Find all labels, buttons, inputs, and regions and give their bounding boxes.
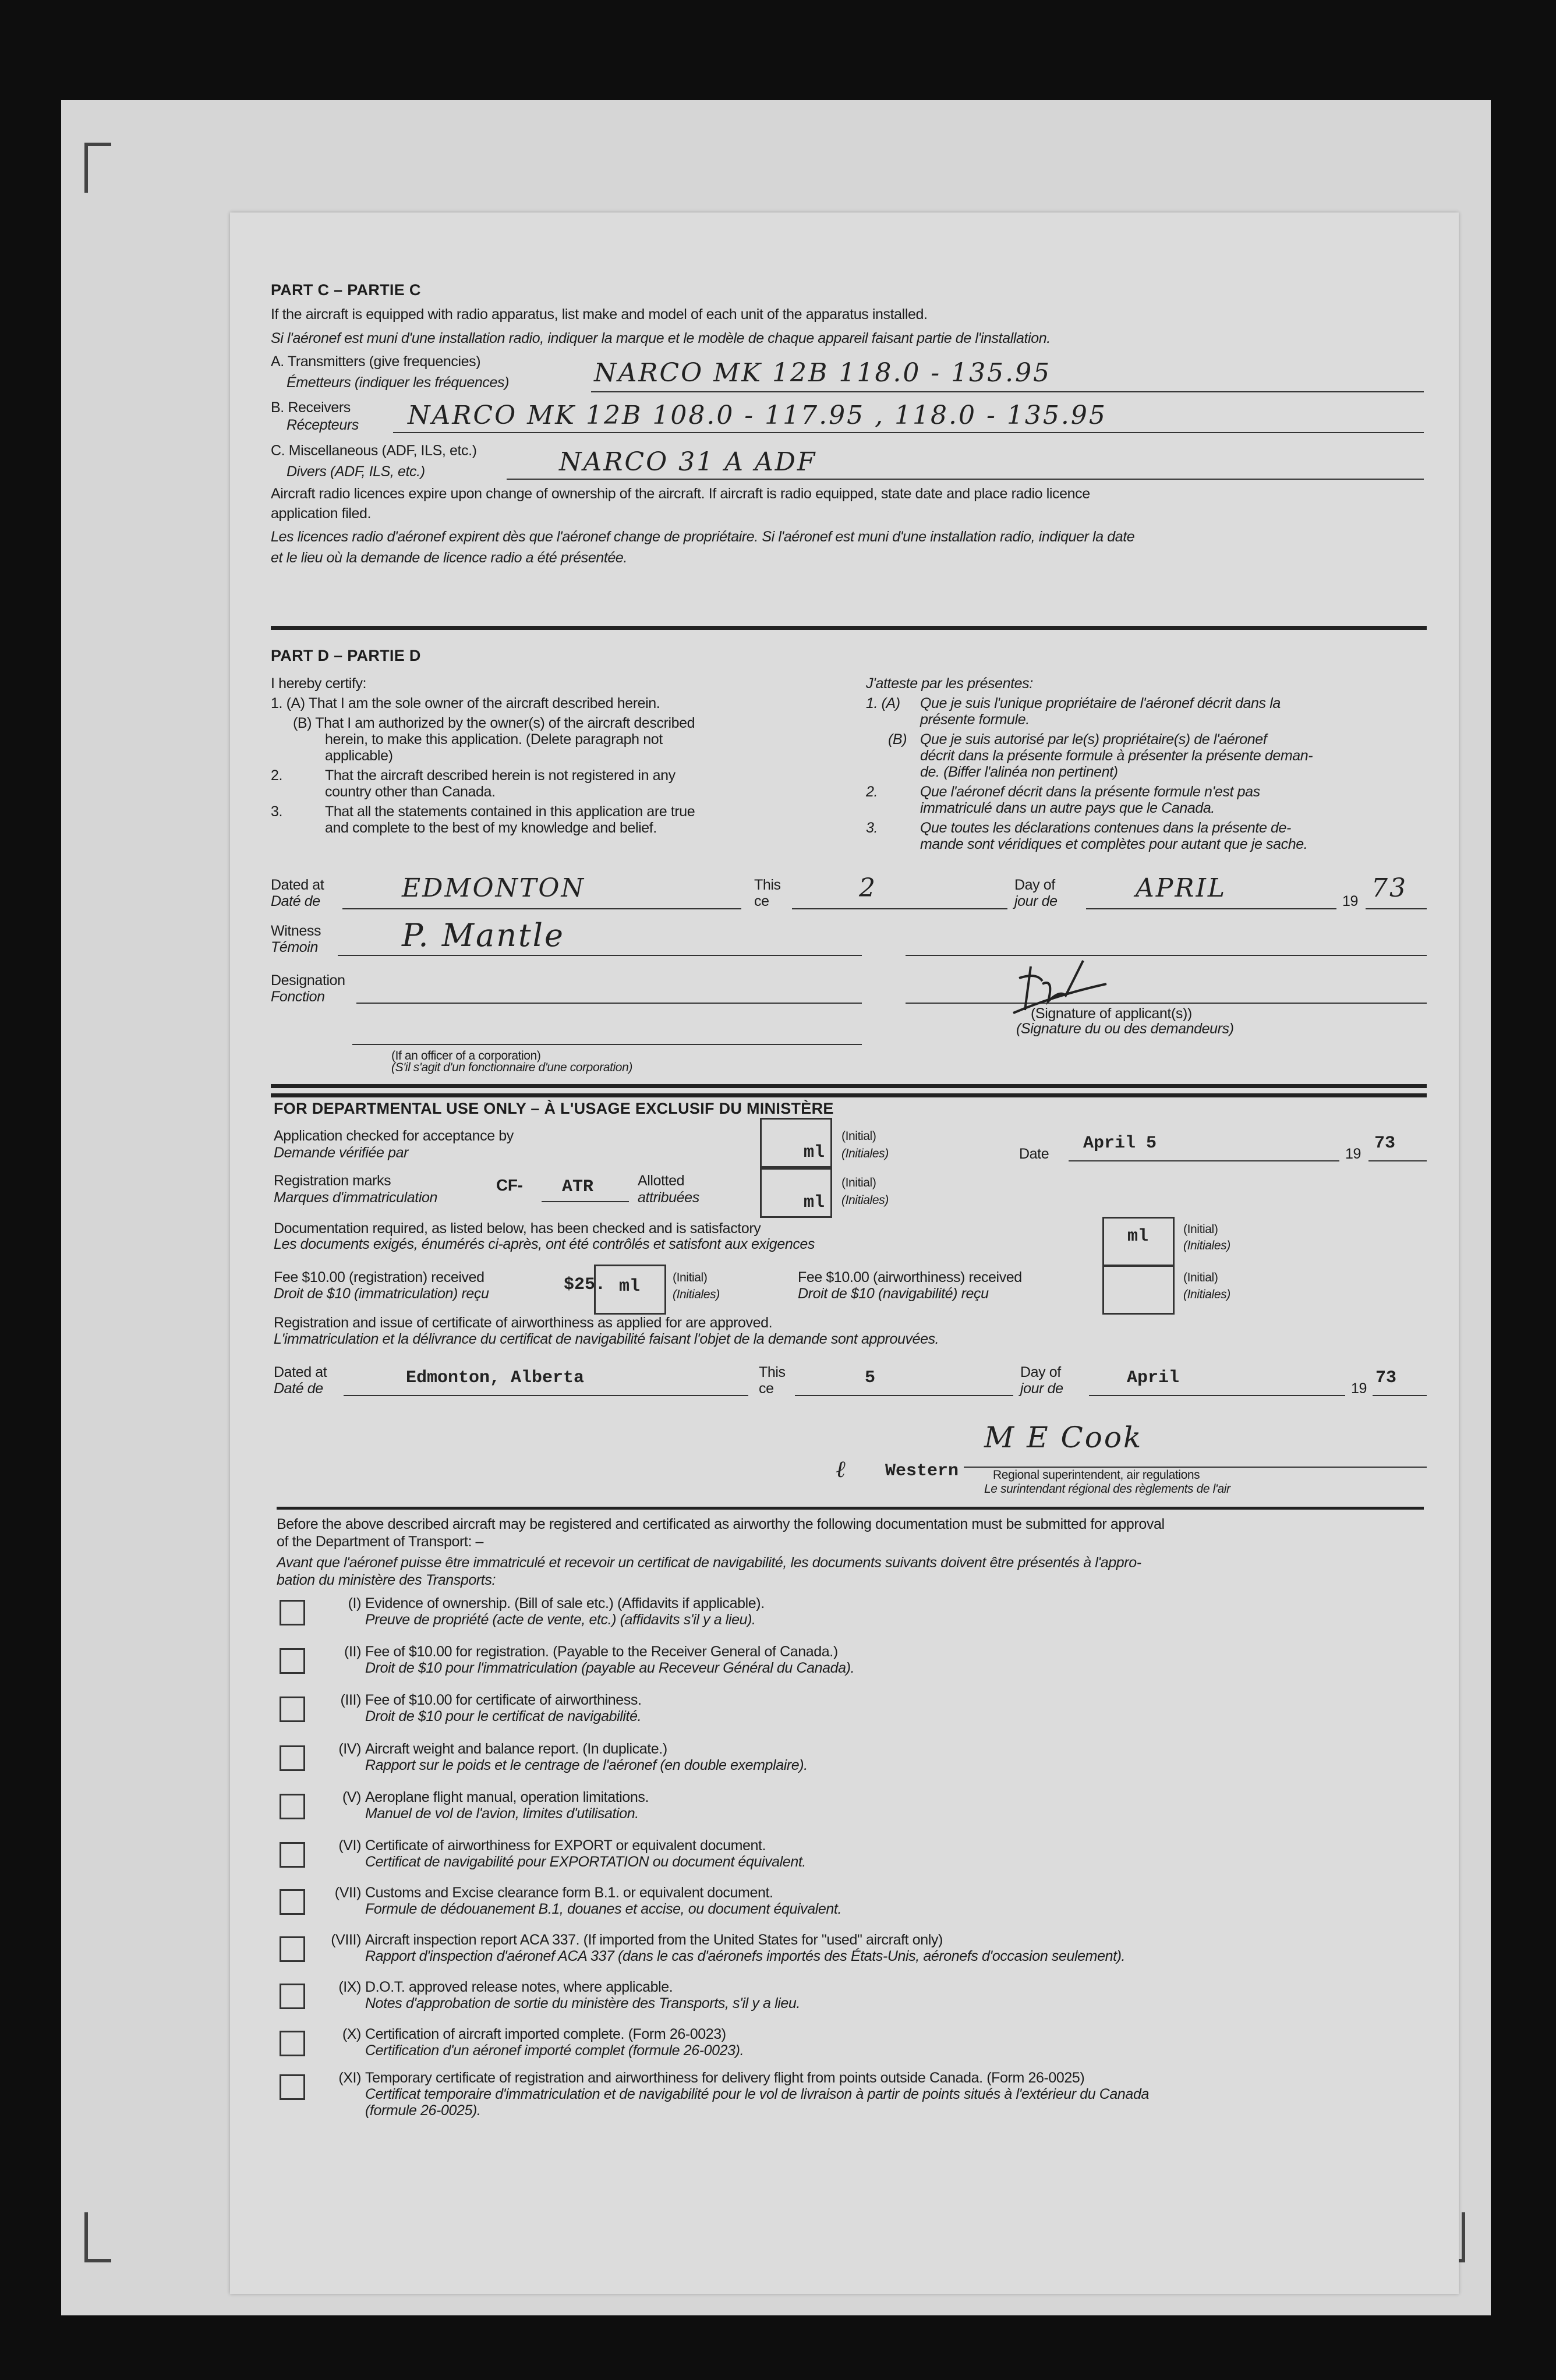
requirement-text-fr: Notes d'approbation de sortie du ministère des Transports, s'il y a lieu. <box>365 1995 800 2011</box>
section-divider <box>271 626 1427 630</box>
certify-2-fr: Que l'aéronef décrit dans la présente formule n'est pas <box>920 784 1260 800</box>
witness-signature[interactable]: P. Mantle <box>402 917 565 954</box>
requirement-text-en: Certification of aircraft imported complete. (Form 26-0023) <box>365 2026 726 2042</box>
requirement-text-en: Aircraft inspection report ACA 337. (If imported from the United States for "used" aircraft only) <box>365 1932 943 1948</box>
requirement-text-fr: Rapport d'inspection d'aéronef ACA 337 (dans le cas d'aéronefs importés des États-Unis, aéronefs d'occasion seulement). <box>365 1948 1126 1964</box>
requirement-text-fr-2: (formule 26-0025). <box>365 2102 481 2119</box>
requirement-text-en: D.O.T. approved release notes, where applicable. <box>365 1979 673 1995</box>
radio-note-fr-2: et le lieu où la demande de licence radio a été présentée. <box>271 550 627 566</box>
requirement-number: (XI) <box>338 2070 361 2086</box>
certify-1b-en-2: herein, to make this application. (Delete paragraph not <box>325 731 663 748</box>
initial-label: (Initial) <box>1183 1223 1218 1236</box>
dated-at-label-en: Dated at <box>274 1364 327 1380</box>
requirements-intro-en-2: of the Department of Transport: – <box>277 1533 484 1550</box>
requirement-text-fr: Manuel de vol de l'avion, limites d'utilisation. <box>365 1805 639 1822</box>
receivers-field[interactable]: NARCO MK 12B 108.0 - 117.95 , 118.0 - 135.95 <box>408 401 1107 430</box>
requirement-checkbox[interactable] <box>280 1794 305 1819</box>
requirement-text-en: Temporary certificate of registration and airworthiness for delivery flight from points outside Canada. (Form 26-0025) <box>365 2070 1085 2086</box>
this-label-en: This <box>754 877 781 893</box>
dated-at-label-fr: Daté de <box>274 1380 323 1397</box>
requirement-checkbox[interactable] <box>280 1984 305 2009</box>
requirement-text-en: Aircraft weight and balance report. (In duplicate.) <box>365 1741 667 1757</box>
day-of-label-fr: jour de <box>1020 1380 1063 1397</box>
this-label-en: This <box>759 1364 786 1380</box>
this-label-fr: ce <box>754 893 769 909</box>
requirement-number: (V) <box>342 1789 361 1805</box>
day-of-label-fr: jour de <box>1014 893 1058 909</box>
certify-fr <box>866 675 1313 852</box>
fee-airworthiness-label-fr: Droit de $10 (navigabilité) reçu <box>798 1285 989 1302</box>
date-label: Date <box>1019 1146 1049 1162</box>
requirement-text-fr: Certification d'un aéronef importé complet (formule 26-0023). <box>365 2042 744 2059</box>
fee-registration-initial-box[interactable] <box>594 1265 666 1315</box>
initial-mark: ℓ <box>836 1456 847 1483</box>
day-of-label-en: Day of <box>1014 877 1055 893</box>
signature-caption-en: (Signature of applicant(s)) <box>1031 1005 1192 1022</box>
certify-1b-fr: Que je suis autorisé par le(s) propriétaire(s) de l'aéronef <box>920 731 1267 748</box>
dated-at-field[interactable]: EDMONTON <box>402 873 585 903</box>
requirement-text-fr: Certificat temporaire d'immatriculation et de navigabilité pour le vol de livraison à partir de points situés à l'extérieur du Canada <box>365 2086 1149 2102</box>
documentation-initial-value: ml <box>1127 1227 1149 1246</box>
requirements-intro-fr-2: bation du ministère des Transports: <box>277 1572 496 1588</box>
date-field[interactable]: April 5 <box>1083 1134 1157 1153</box>
registration-marks-field[interactable]: ATR <box>562 1177 594 1197</box>
initial-label: (Initial) <box>841 1129 876 1143</box>
requirement-number: (VII) <box>334 1885 361 1901</box>
registration-prefix: CF- <box>496 1176 523 1194</box>
requirement-text-fr: Droit de $10 pour l'immatriculation (payable au Receveur Général du Canada). <box>365 1660 855 1676</box>
initiales-label: (Initiales) <box>841 1193 889 1207</box>
requirement-checkbox[interactable] <box>280 2074 305 2100</box>
signature-caption-fr: (Signature du ou des demandeurs) <box>1016 1021 1234 1037</box>
this-label-fr: ce <box>759 1380 774 1397</box>
part-c-title: PART C – PARTIE C <box>271 281 421 299</box>
witness-label-en: Witness <box>271 923 321 939</box>
requirement-checkbox[interactable] <box>280 1600 305 1625</box>
designation-label-fr: Fonction <box>271 989 325 1005</box>
dated-at-label-en: Dated at <box>271 877 324 893</box>
item-number: 1. (A) <box>271 695 305 711</box>
registration-initial-box[interactable] <box>760 1168 832 1218</box>
day-of-label-en: Day of <box>1020 1364 1061 1380</box>
requirement-text-fr: Rapport sur le poids et le centrage de l'aéronef (en double exemplaire). <box>365 1757 808 1773</box>
requirements-intro-en: Before the above described aircraft may be registered and certificated as airworthy the following documentation must be submitted for approval <box>277 1516 1165 1532</box>
initiales-label: (Initiales) <box>841 1147 889 1160</box>
approval-year-field[interactable]: 73 <box>1375 1368 1397 1388</box>
allotted-label-fr: attribuées <box>638 1189 699 1206</box>
requirement-checkbox[interactable] <box>280 2031 305 2056</box>
item-number: 2. <box>271 767 283 784</box>
certify-3-fr: Que toutes les déclarations contenues dans la présente de- <box>920 820 1291 836</box>
fee-registration-label-fr: Droit de $10 (immatriculation) reçu <box>274 1285 489 1302</box>
departmental-title: FOR DEPARTMENTAL USE ONLY – À L'USAGE EXCLUSIF DU MINISTÈRE <box>274 1100 834 1117</box>
date-year-field[interactable]: 73 <box>1374 1134 1396 1153</box>
designation-label-en: Designation <box>271 972 345 989</box>
item-number: 3. <box>866 820 878 836</box>
receivers-label-fr: Récepteurs <box>287 417 359 433</box>
approval-statement-en: Registration and issue of certificate of airworthiness as applied for are approved. <box>274 1315 773 1331</box>
fee-registration-initial-value: ml <box>619 1277 641 1297</box>
item-number: 3. <box>271 803 283 820</box>
item-number: 1. (A) <box>866 695 900 711</box>
crop-mark <box>84 2212 111 2262</box>
dated-at-label-fr: Daté de <box>271 893 320 909</box>
day-field[interactable]: 2 <box>859 873 877 903</box>
item-number: (B) <box>888 731 907 748</box>
documentation-initial-box[interactable] <box>1102 1217 1175 1267</box>
requirement-text-en: Fee of $10.00 for certificate of airworthiness. <box>365 1692 642 1708</box>
initiales-label: (Initiales) <box>673 1288 720 1301</box>
misc-label-en: C. Miscellaneous (ADF, ILS, etc.) <box>271 442 477 459</box>
part-d-title: PART D – PARTIE D <box>271 647 421 664</box>
certify-3-fr-2: mande sont véridiques et complètes pour autant que je sache. <box>920 836 1308 852</box>
initial-label: (Initial) <box>841 1176 876 1189</box>
transmitters-field[interactable]: NARCO MK 12B 118.0 - 135.95 <box>594 358 1052 388</box>
officer-note-fr: (S'il s'agit d'un fonctionnaire d'une corporation) <box>391 1061 632 1074</box>
requirement-text-en: Fee of $10.00 for registration. (Payable to the Receiver General of Canada.) <box>365 1644 838 1660</box>
certify-1a-en: That I am the sole owner of the aircraft described herein. <box>308 695 660 711</box>
misc-label-fr: Divers (ADF, ILS, etc.) <box>287 463 425 480</box>
certify-intro-en: I hereby certify: <box>271 675 367 692</box>
approval-statement-fr: L'immatriculation et la délivrance du certificat de navigabilité faisant l'objet de la demande sont approuvées. <box>274 1331 939 1347</box>
approval-month-field[interactable]: April <box>1127 1368 1180 1388</box>
misc-field[interactable]: NARCO 31 A ADF <box>559 447 817 477</box>
part-c-instruction-fr: Si l'aéronef est muni d'une installation radio, indiquer la marque et le modèle de chaque appareil faisant partie de l'installation. <box>271 330 1051 346</box>
requirements-intro-fr: Avant que l'aéronef puisse être immatriculé et recevoir un certificat de navigabilité, les documents suivants doivent être présentés à l'appro- <box>277 1554 1141 1571</box>
transmitters-label-en: A. Transmitters (give frequencies) <box>271 353 481 370</box>
checked-label-en: Application checked for acceptance by <box>274 1128 514 1144</box>
radio-note-en-1: Aircraft radio licences expire upon change of ownership of the aircraft. If aircraft is radio equipped, state date and place radio licence <box>271 486 1090 502</box>
officer-note-en: (If an officer of a corporation) <box>391 1049 541 1062</box>
certify-1b-en: That I am authorized by the owner(s) of the aircraft described <box>315 715 695 731</box>
fee-airworthiness-label-en: Fee $10.00 (airworthiness) received <box>798 1269 1022 1285</box>
requirement-number: (IV) <box>338 1741 361 1757</box>
initial-label: (Initial) <box>673 1271 708 1284</box>
part-c-instruction-en: If the aircraft is equipped with radio apparatus, list make and model of each unit of the apparatus installed. <box>271 306 928 323</box>
month-field[interactable]: APRIL <box>1136 873 1227 903</box>
initiales-label: (Initiales) <box>1183 1239 1230 1252</box>
requirement-number: (VIII) <box>331 1932 361 1948</box>
requirement-number: (X) <box>342 2026 361 2042</box>
requirement-checkbox[interactable] <box>280 1648 305 1674</box>
certify-en <box>271 675 695 836</box>
year-field[interactable]: 73 <box>1371 873 1408 903</box>
certify-3-en-2: and complete to the best of my knowledge and belief. <box>325 820 657 836</box>
fee-registration-amount: $25. <box>564 1275 606 1295</box>
registration-marks-label-en: Registration marks <box>274 1173 391 1189</box>
requirement-number: (II) <box>344 1644 361 1660</box>
certify-2-fr-2: immatriculé dans un autre pays que le Canada. <box>920 800 1215 816</box>
witness-label-fr: Témoin <box>271 939 318 955</box>
year-prefix: 19 <box>1345 1146 1362 1162</box>
requirement-checkbox[interactable] <box>280 1697 305 1722</box>
requirement-text-fr: Preuve de propriété (acte de vente, etc.) (affidavits s'il y a lieu). <box>365 1612 756 1628</box>
superintendent-title-fr: Le surintendant régional des règlements de l'air <box>984 1482 1230 1496</box>
item-number: (B) <box>293 715 312 731</box>
requirement-number: (I) <box>348 1595 361 1612</box>
region-field[interactable]: Western <box>885 1461 959 1481</box>
fee-airworthiness-initial-box[interactable] <box>1102 1265 1175 1315</box>
certify-2-en: That the aircraft described herein is not registered in any <box>325 767 676 784</box>
requirement-number: (IX) <box>338 1979 361 1995</box>
initial-label: (Initial) <box>1183 1271 1218 1284</box>
year-prefix: 19 <box>1342 893 1359 909</box>
certify-1a-fr: Que je suis l'unique propriétaire de l'aéronef décrit dans la <box>920 695 1281 711</box>
requirement-text-en: Aeroplane flight manual, operation limitations. <box>365 1789 649 1805</box>
requirement-text-en: Evidence of ownership. (Bill of sale etc.) (Affidavits if applicable). <box>365 1595 765 1612</box>
requirement-text-fr: Droit de $10 pour le certificat de navigabilité. <box>365 1708 642 1724</box>
transmitters-label-fr: Émetteurs (indiquer les fréquences) <box>287 374 510 391</box>
item-number: 2. <box>866 784 878 800</box>
year-prefix: 19 <box>1351 1380 1367 1397</box>
documentation-label-fr: Les documents exigés, énumérés ci-après, ont été contrôlés et satisfont aux exigences <box>274 1236 815 1252</box>
approval-place-field[interactable]: Edmonton, Alberta <box>406 1368 585 1388</box>
superintendent-signature: M E Cook <box>984 1421 1143 1454</box>
registration-marks-label-fr: Marques d'immatriculation <box>274 1189 437 1206</box>
superintendent-title-en: Regional superintendent, air regulations <box>993 1468 1200 1482</box>
receivers-label-en: B. Receivers <box>271 399 351 416</box>
requirement-checkbox[interactable] <box>280 1889 305 1915</box>
requirement-text-fr: Formule de dédouanement B.1, douanes et accise, ou document équivalent. <box>365 1901 841 1917</box>
certify-1b-en-3: applicable) <box>325 748 393 764</box>
requirement-checkbox[interactable] <box>280 1842 305 1868</box>
allotted-label-en: Allotted <box>638 1173 685 1189</box>
requirement-text-fr: Certificat de navigabilité pour EXPORTATION ou document équivalent. <box>365 1854 806 1870</box>
certify-2-en-2: country other than Canada. <box>325 784 496 800</box>
requirement-text-en: Certificate of airworthiness for EXPORT or equivalent document. <box>365 1837 766 1854</box>
certify-1b-fr-2: décrit dans la présente formule à présenter la présente deman- <box>920 748 1313 764</box>
requirement-checkbox[interactable] <box>280 1745 305 1771</box>
registration-initial-value: ml <box>803 1193 825 1213</box>
certify-1b-fr-3: de. (Biffer l'alinéa non pertinent) <box>920 764 1118 780</box>
requirement-number: (VI) <box>338 1837 361 1854</box>
checked-initial-box[interactable] <box>760 1118 832 1168</box>
approval-day-field[interactable]: 5 <box>865 1368 876 1388</box>
checked-label-fr: Demande vérifiée par <box>274 1145 409 1161</box>
requirement-checkbox[interactable] <box>280 1936 305 1962</box>
certify-3-en: That all the statements contained in this application are true <box>325 803 695 820</box>
checked-initial-value: ml <box>803 1143 825 1163</box>
certify-1a-fr-2: présente formule. <box>920 711 1030 728</box>
requirement-text-en: Customs and Excise clearance form B.1. or equivalent document. <box>365 1885 773 1901</box>
radio-note-en-2: application filed. <box>271 505 372 522</box>
requirement-number: (III) <box>340 1692 361 1708</box>
documentation-label-en: Documentation required, as listed below, has been checked and is satisfactory <box>274 1220 761 1237</box>
fee-registration-label-en: Fee $10.00 (registration) received <box>274 1269 485 1285</box>
radio-note-fr-1: Les licences radio d'aéronef expirent dès que l'aéronef change de propriétaire. Si l'aéronef est muni d'une installation radio, indiquer la date <box>271 529 1135 545</box>
certify-intro-fr: J'atteste par les présentes: <box>866 675 1033 692</box>
initiales-label: (Initiales) <box>1183 1288 1230 1301</box>
crop-mark <box>84 143 111 193</box>
